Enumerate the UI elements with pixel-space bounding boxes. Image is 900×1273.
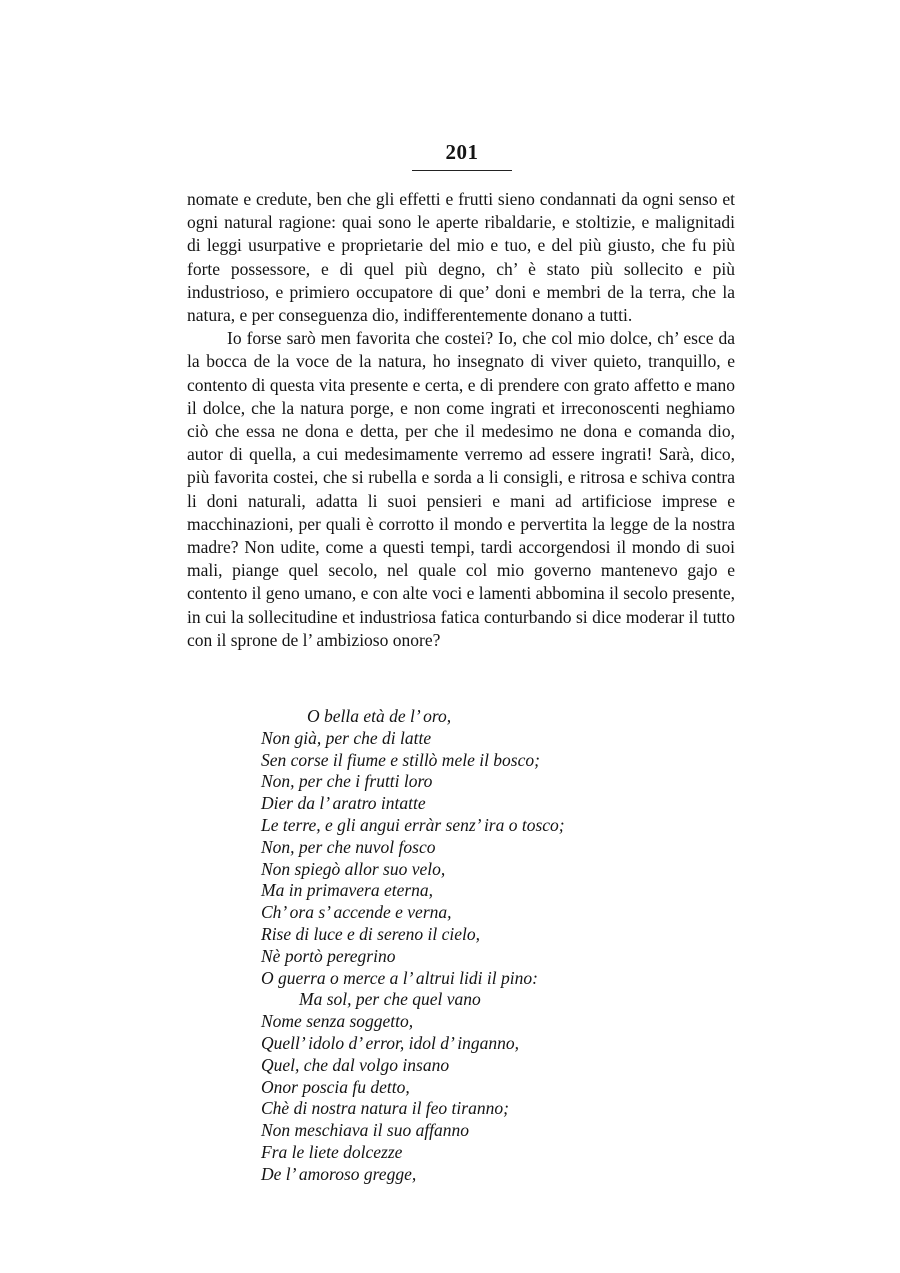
verse-line: Quel, che dal volgo insano xyxy=(261,1054,450,1075)
verse-line: De l’ amoroso gregge, xyxy=(261,1163,417,1184)
prose-paragraph: nomate e credute, ben che gli effetti e frutti sieno condannati da ogni senso et ogni natural ragione: quai sono le aperte ribaldarie, e stoltizie, e malignitadi di leggi usurpative e proprietarie del mio e tuo, e del più giusto, che fu più forte possessore, e di quel più degno, ch’ è stato più sollecito e più industrioso, e primiero occupatore di que’ doni e membri de la terra, che la natura, e per conseguenza dio, indifferentemente donano a tutti. xyxy=(187,189,735,326)
verse-line: Quell’ idolo d’ error, idol d’ inganno, xyxy=(261,1032,519,1053)
prose-body xyxy=(187,188,735,652)
verse-line: Ch’ ora s’ accende e verna, xyxy=(261,902,452,923)
verse-line: Non, per che i frutti loro xyxy=(261,771,433,792)
verse-line: Non, per che nuvol fosco xyxy=(261,836,436,857)
verse-line: O guerra o merce a l’ altrui lidi il pino: xyxy=(261,967,538,988)
prose-paragraph: Io forse sarò men favorita che costei? Io, che col mio dolce, ch’ esce da la bocca de la voce de la natura, ho insegnato di viver quieto, tranquillo, e contento di questa vita presente e certa, e di prendere con grato affetto e mano il dolce, che la natura porge, e non come ingrati et irreconoscenti neghiamo ciò che essa ne dona e detta, per che il medesimo ne dona e comanda dio, autor di quella, a cui medesimamente verremo ad essere ingrati! Sarà, dico, più favorita costei, che si rubella e sorda a li consigli, e ritrosa e schiva contra li doni naturali, adatta li suoi pensieri e mani ad artificiose imprese e macchinazioni, per quali è corrotto il mondo e pervertita la legge de la nostra madre? Non udite, come a questi tempi, tardi accorgendosi il mondo di suoi mali, piange quel secolo, nel quale col mio governo mantenevo gajo e contento il geno umano, e con alte voci e lamenti abbomina il secolo presente, in cui la sollecitudine et industriosa fatica conturbando si dice moderar il tutto con il sprone de l’ ambizioso onore? xyxy=(187,328,735,650)
verse-line: Sen corse il fiume e stillò mele il bosco; xyxy=(261,749,540,770)
verse-line: Rise di luce e di sereno il cielo, xyxy=(261,923,481,944)
verse-line: Le terre, e gli angui erràr senz’ ira o tosco; xyxy=(261,814,565,835)
verse-line: Onor poscia fu detto, xyxy=(261,1076,410,1097)
verse-line: Fra le liete dolcezze xyxy=(261,1141,403,1162)
verse-line: Ma in primavera eterna, xyxy=(261,880,434,901)
header-rule xyxy=(412,170,512,171)
verse-line: Ma sol, per che quel vano xyxy=(299,989,481,1010)
verse-line: Nome senza soggetto, xyxy=(261,1011,414,1032)
verse-line: Non spiegò allor suo velo, xyxy=(261,858,446,879)
verse-stanza xyxy=(187,706,735,1186)
verse-line: Chè di nostra natura il feo tiranno; xyxy=(261,1098,509,1119)
verse-line: Non meschiava il suo affanno xyxy=(261,1120,470,1141)
verse-line: Dier da l’ aratro intatte xyxy=(261,793,426,814)
verse-line: O bella età de l’ oro, xyxy=(307,706,452,726)
verse-line: Non già, per che di latte xyxy=(261,727,432,748)
page-number: 201 xyxy=(445,140,479,164)
verse-line: Nè portò peregrino xyxy=(261,945,396,966)
